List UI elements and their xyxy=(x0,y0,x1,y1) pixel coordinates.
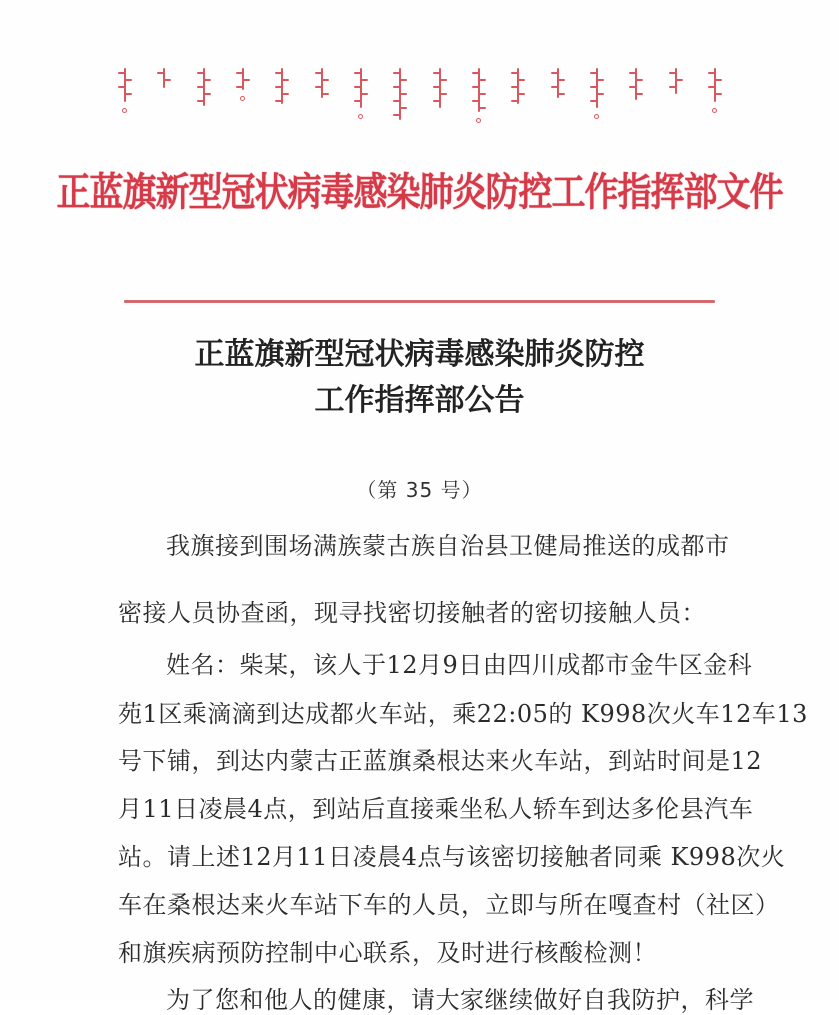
mongolian-script-word xyxy=(629,68,643,100)
notice-number: （第 35 号） xyxy=(356,478,483,502)
mongolian-script-word xyxy=(708,68,722,102)
body-line: 为了您和他人的健康，请大家继续做好自我防护，科学 xyxy=(166,986,754,1014)
mongolian-script-header xyxy=(118,68,722,150)
notice-title xyxy=(0,332,839,424)
body-line: 和旗疾病预防控制中心联系，及时进行核酸检测！ xyxy=(118,939,657,967)
mongolian-script-word xyxy=(433,68,447,108)
body-line: 月11日凌晨4点，到站后直接乘坐私人轿车到达多伦县汽车 xyxy=(118,795,754,823)
mongolian-script-word xyxy=(551,68,565,98)
red-divider xyxy=(124,300,715,303)
body-line: 车在桑根达来火车站下车的人员，立即与所在嘎查村（社区） xyxy=(118,891,780,919)
mongolian-script-word xyxy=(315,68,329,98)
mongolian-script-word xyxy=(472,68,486,112)
body-line: 苑1区乘滴滴到达成都火车站，乘22:05的 K998次火车12车13 xyxy=(118,700,808,728)
mongolian-script-word xyxy=(393,68,407,120)
mongolian-script-word xyxy=(669,68,683,94)
body-line: 姓名：柴某，该人于12月9日由四川成都市金牛区金科 xyxy=(166,651,753,679)
mongolian-script-word xyxy=(354,68,368,108)
body-line: 号下铺，到达内蒙古正蓝旗桑根达来火车站，到站时间是12 xyxy=(118,747,763,775)
mongolian-script-word xyxy=(197,68,211,106)
org-document-title: 正蓝旗新型冠状病毒感染肺炎防控工作指挥部文件 xyxy=(56,170,783,216)
body-line: 密接人员协查函，现寻找密切接触者的密切接触人员： xyxy=(118,599,706,627)
notice-title-line-1: 正蓝旗新型冠状病毒感染肺炎防控 xyxy=(194,337,645,372)
body-line: 站。请上述12月11日凌晨4点与该密切接触者同乘 K998次火 xyxy=(118,843,786,871)
notice-title-line-2: 工作指挥部公告 xyxy=(314,383,525,418)
mongolian-script-word xyxy=(590,68,604,108)
mongolian-script-word xyxy=(511,68,525,104)
body-line: 我旗接到围场满族蒙古族自治县卫健局推送的成都市 xyxy=(166,532,730,560)
mongolian-script-word xyxy=(157,68,171,88)
mongolian-script-word xyxy=(275,68,289,104)
mongolian-script-word xyxy=(118,68,132,102)
mongolian-script-word xyxy=(236,68,250,90)
